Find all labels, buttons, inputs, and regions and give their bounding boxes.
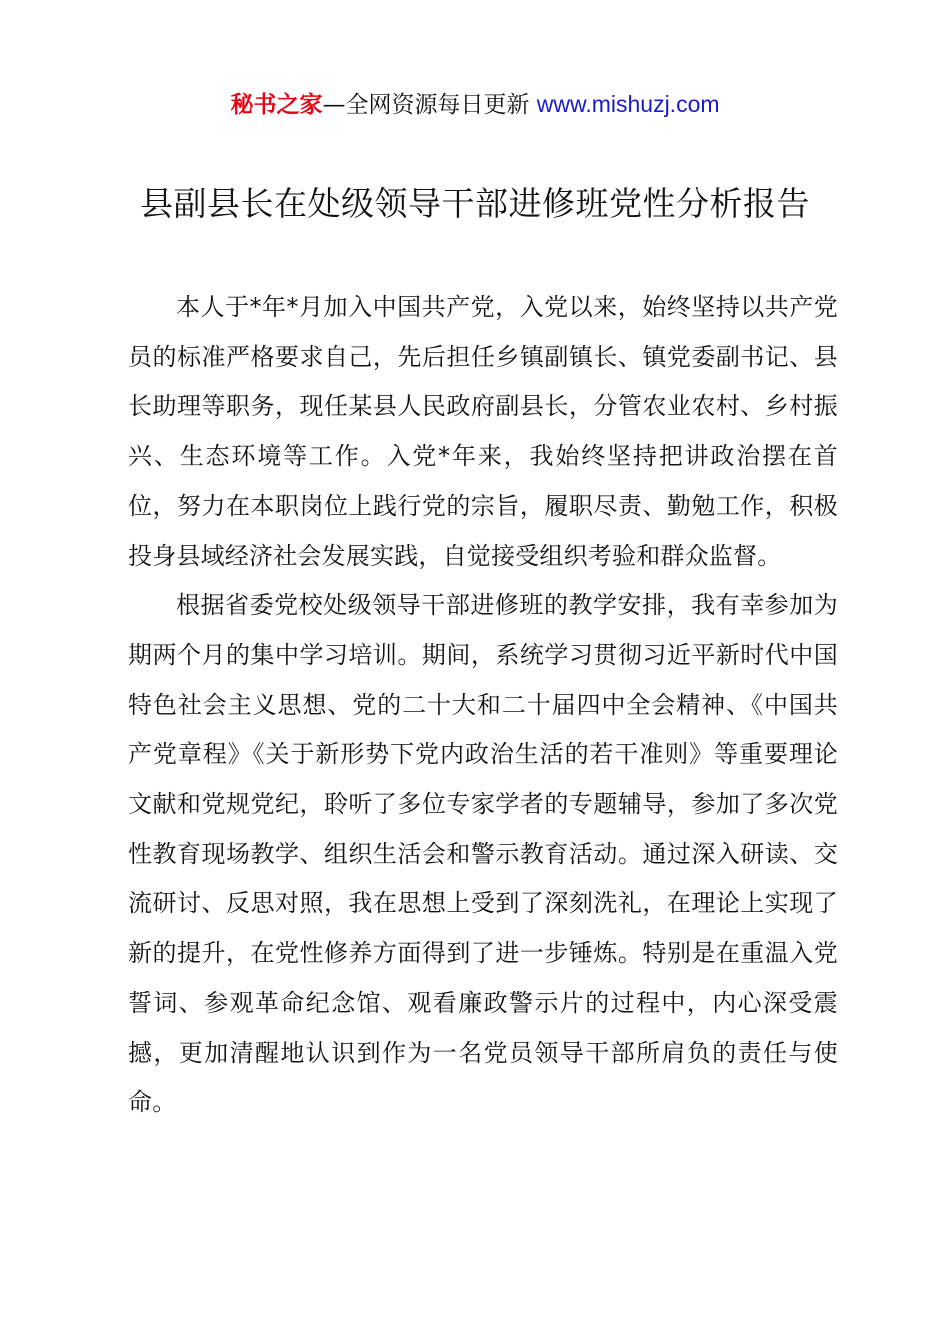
brand-name: 秘书之家 xyxy=(230,92,323,118)
document-body xyxy=(128,283,838,1128)
site-header xyxy=(0,88,950,121)
document-title: 县副县长在处级领导干部进修班党性分析报告 xyxy=(140,184,810,223)
header-tagline: —全网资源每日更新 xyxy=(322,92,537,118)
site-url-link[interactable]: www.mishuzj.com xyxy=(536,91,720,117)
paragraph: 根据省委党校处级领导干部进修班的教学安排，我有幸参加为期两个月的集中学习培训。期间，系统学习贯彻习近平新时代中国特色社会主义思想、党的二十大和二十届四中全会精神、《中国共产党章程》《关于新形势下党内政治生活的若干准则》等重要理论文献和党规党纪，聆听了多位专家学者的专题辅导，参加了多次党性教育现场教学、组织生活会和警示教育活动。通过深入研读、交流研讨、反思对照，我在思想上受到了深刻洗礼，在理论上实现了新的提升，在党性修养方面得到了进一步锤炼。特别是在重温入党誓词、参观革命纪念馆、观看廉政警示片的过程中，内心深受震撼，更加清醒地认识到作为一名党员领导干部所肩负的责任与使命。 xyxy=(128,591,838,1117)
paragraph: 本人于*年*月加入中国共产党，入党以来，始终坚持以共产党员的标准严格要求自己，先后担任乡镇副镇长、镇党委副书记、县长助理等职务，现任某县人民政府副县长，分管农业农村、乡村振兴、生态环境等工作。入党*年来，我始终坚持把讲政治摆在首位，努力在本职岗位上践行党的宗旨，履职尽责、勤勉工作，积极投身县域经济社会发展实践，自觉接受组织考验和群众监督。 xyxy=(128,293,838,570)
